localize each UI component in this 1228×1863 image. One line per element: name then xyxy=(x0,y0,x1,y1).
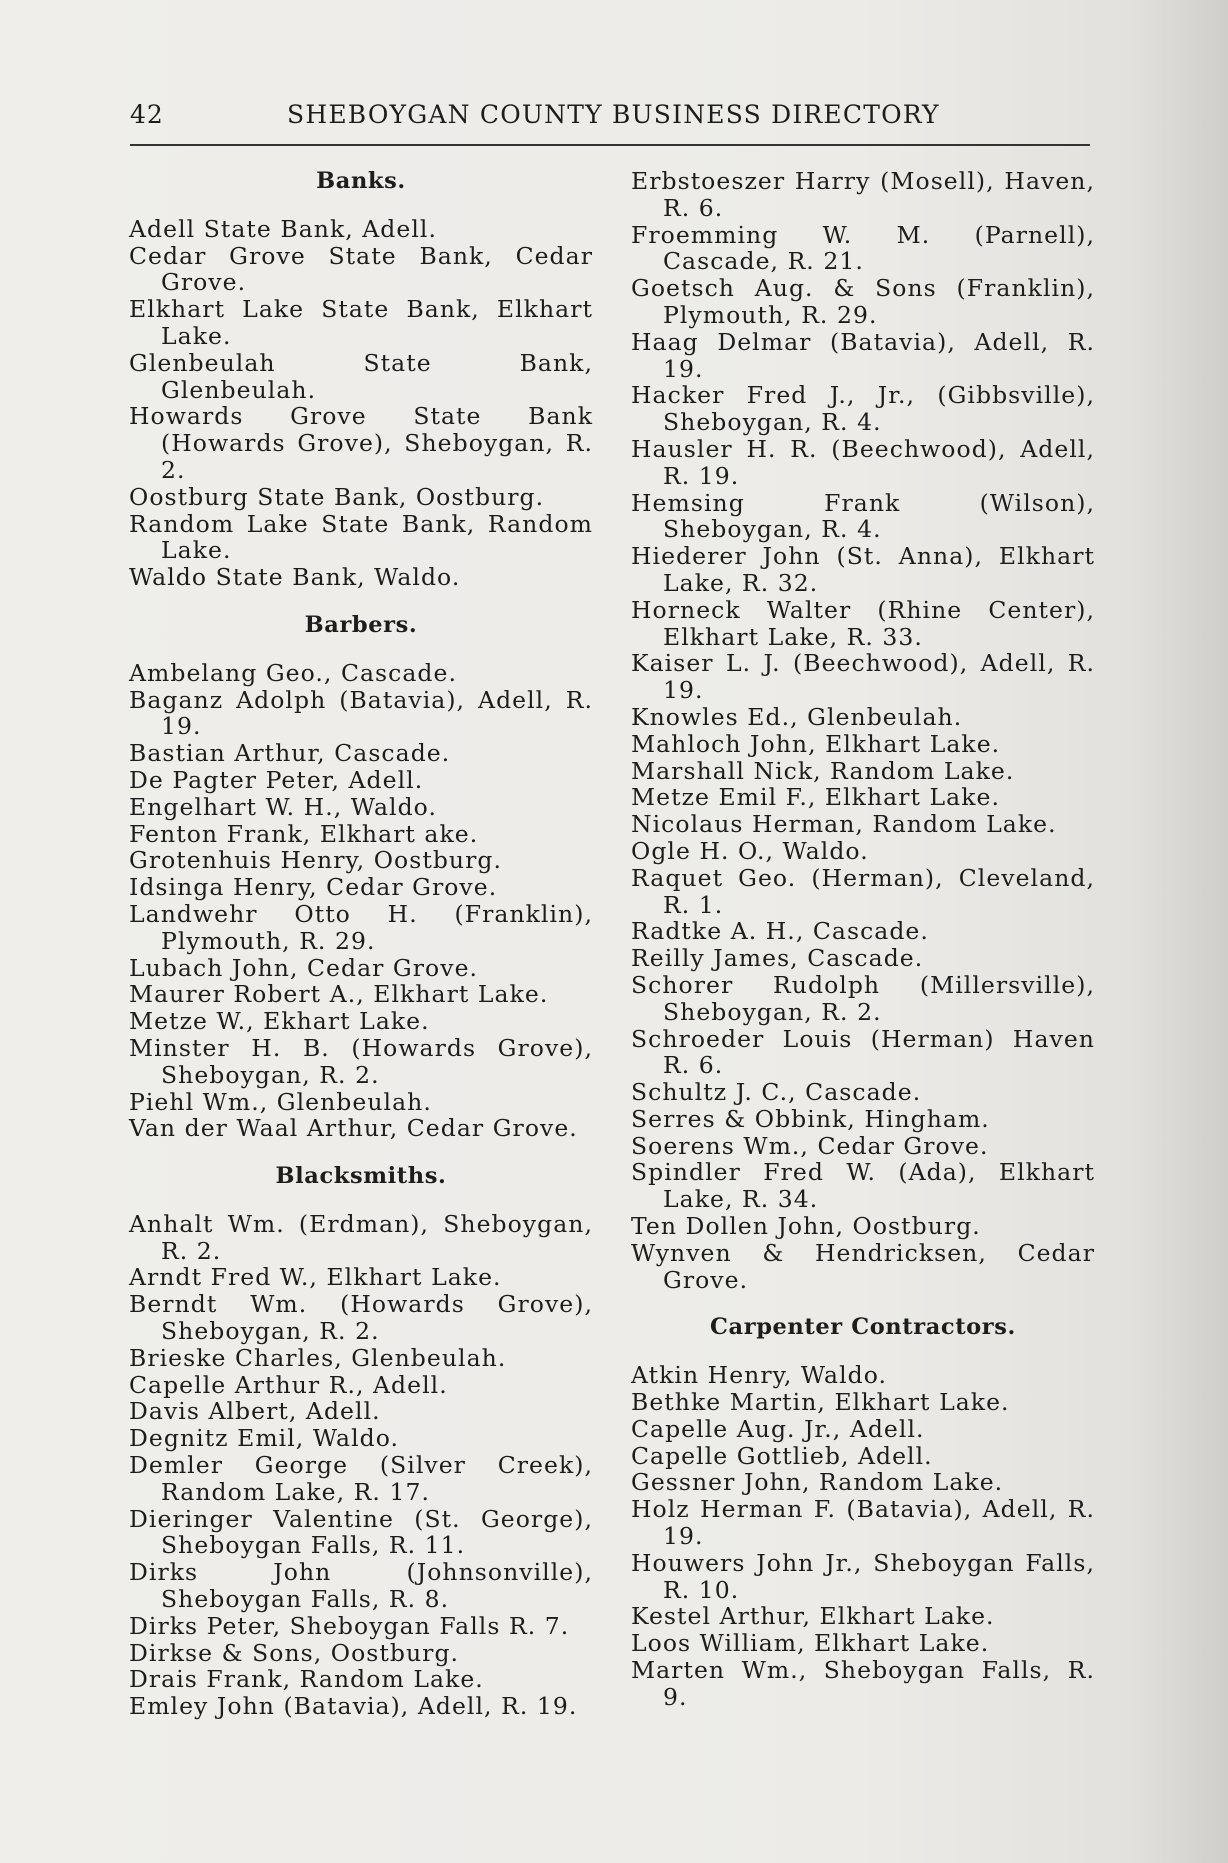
directory-entry: Piehl Wm., Glenbeulah. xyxy=(129,1087,432,1116)
directory-entry: Fenton Frank, Elkhart ake. xyxy=(129,819,479,848)
directory-entry: Van der Waal Arthur, Cedar Grove. xyxy=(129,1114,578,1143)
directory-entry: Schultz J. C., Cascade. xyxy=(631,1078,922,1107)
directory-entry: Schroeder Louis (Herman) Haven R. 6. xyxy=(631,1024,1095,1080)
page-number: 42 xyxy=(130,100,164,129)
directory-entry: Elkhart Lake State Bank, Elkhart Lake. xyxy=(129,295,593,350)
directory-entry: Dirks Peter, Sheboygan Falls R. 7. xyxy=(129,1611,570,1640)
directory-entry: Spindler Fred W. (Ada), Elkhart Lake, R. 34. xyxy=(631,1158,1095,1214)
directory-entry: Gessner John, Random Lake. xyxy=(631,1468,1004,1497)
directory-entry: Kaiser L. J. (Beechwood), Adell, R. 19. xyxy=(631,649,1095,705)
directory-entry: Ogle H. O., Waldo. xyxy=(631,836,869,865)
directory-entry: Emley John (Batavia), Adell, R. 19. xyxy=(129,1692,578,1721)
directory-entry: De Pagter Peter, Adell. xyxy=(129,765,424,794)
directory-entry: Demler George (Silver Creek), Random Lake, R. 17. xyxy=(129,1451,593,1506)
directory-entry: Loos William, Elkhart Lake. xyxy=(631,1629,990,1658)
directory-entry: Random Lake State Bank, Random Lake. xyxy=(129,509,593,565)
directory-entry: Haag Delmar (Batavia), Adell, R. 19. xyxy=(631,327,1095,383)
directory-entry: Holz Herman F. (Batavia), Adell, R. 19. xyxy=(631,1495,1095,1551)
directory-entry: Landwehr Otto H. (Franklin), Plymouth, R. 29. xyxy=(129,899,593,955)
carpenter-contractors-list xyxy=(631,1362,1095,1710)
directory-entry: Metze Emil F., Elkhart Lake. xyxy=(631,783,1001,812)
directory-entry: Dirks John (Johnsonville), Sheboygan Falls, R. 8. xyxy=(129,1558,593,1614)
directory-entry: Knowles Ed., Glenbeulah. xyxy=(631,702,963,731)
directory-entry: Mahloch John, Elkhart Lake. xyxy=(631,729,1001,758)
directory-entry: Bastian Arthur, Cascade. xyxy=(129,739,451,768)
directory-entry: Radtke A. H., Cascade. xyxy=(631,917,929,946)
directory-entry: Ten Dollen John, Oostburg. xyxy=(631,1212,981,1241)
directory-entry: Horneck Walter (Rhine Center), Elkhart Lake, R. 33. xyxy=(631,595,1095,651)
directory-entry: Marshall Nick, Random Lake. xyxy=(631,756,1015,785)
directory-entry: Bethke Martin, Elkhart Lake. xyxy=(631,1388,1010,1417)
directory-entry: Degnitz Emil, Waldo. xyxy=(129,1424,400,1453)
directory-entry: Drais Frank, Random Lake. xyxy=(129,1665,484,1694)
directory-entry: Hausler H. R. (Beechwood), Adell, R. 19. xyxy=(631,434,1095,490)
directory-entry: Houwers John Jr., Sheboygan Falls, R. 10. xyxy=(631,1548,1095,1604)
barbers-list xyxy=(129,660,593,1142)
directory-entry: Howards Grove State Bank (Howards Grove), Sheboygan, R. 2. xyxy=(129,402,593,484)
directory-entry: Berndt Wm. (Howards Grove), Sheboygan, R. 2. xyxy=(129,1290,593,1346)
right-column xyxy=(631,168,1095,1711)
directory-entry: Anhalt Wm. (Erdman), Sheboygan, R. 2. xyxy=(129,1209,593,1265)
directory-entry: Oostburg State Bank, Oostburg. xyxy=(129,482,545,511)
directory-entry: Serres & Obbink, Hingham. xyxy=(631,1104,990,1133)
directory-entry: Schorer Rudolph (Millersville), Sheboygan, R. 2. xyxy=(631,970,1095,1026)
directory-entry: Hacker Fred J., Jr., (Gibbsville), Sheboygan, R. 4. xyxy=(631,381,1095,437)
directory-entry: Marten Wm., Sheboygan Falls, R. 9. xyxy=(631,1656,1095,1711)
directory-entry: Erbstoeszer Harry (Mosell), Haven, R. 6. xyxy=(631,167,1095,222)
directory-entry: Waldo State Bank, Waldo. xyxy=(129,563,461,592)
directory-entry: Arndt Fred W., Elkhart Lake. xyxy=(129,1263,502,1292)
banks-list xyxy=(129,216,593,591)
directory-entry: Brieske Charles, Glenbeulah. xyxy=(129,1343,507,1372)
directory-entry: Davis Albert, Adell. xyxy=(129,1397,381,1426)
running-title: SHEBOYGAN COUNTY BUSINESS DIRECTORY xyxy=(287,100,940,129)
directory-entry: Hiederer John (St. Anna), Elkhart Lake, R. 32. xyxy=(631,542,1095,597)
directory-entry: Minster H. B. (Howards Grove), Sheboygan, R. 2. xyxy=(129,1033,593,1089)
directory-entry: Glenbeulah State Bank, Glenbeulah. xyxy=(129,348,593,404)
directory-entry: Metze W., Ekhart Lake. xyxy=(129,1007,430,1036)
section-heading-barbers: Barbers. xyxy=(304,611,418,638)
directory-entry: Goetsch Aug. & Sons (Franklin), Plymouth, R. 29. xyxy=(631,274,1095,329)
page-header xyxy=(130,100,1090,144)
directory-entry: Soerens Wm., Cedar Grove. xyxy=(631,1131,989,1160)
directory-entry: Wynven & Hendricksen, Cedar Grove. xyxy=(631,1238,1095,1294)
directory-entry: Reilly James, Cascade. xyxy=(631,944,924,973)
directory-entry: Capelle Arthur R., Adell. xyxy=(129,1370,448,1399)
directory-entry: Adell State Bank, Adell. xyxy=(129,214,438,243)
directory-entry: Kestel Arthur, Elkhart Lake. xyxy=(631,1602,995,1631)
directory-entry: Froemming W. M. (Parnell), Cascade, R. 21. xyxy=(631,220,1095,276)
section-heading-carpenter-contractors: Carpenter Contractors. xyxy=(710,1314,1016,1341)
directory-entry: Grotenhuis Henry, Oostburg. xyxy=(129,846,503,875)
directory-entry: Lubach John, Cedar Grove. xyxy=(129,953,479,982)
directory-entry: Dirkse & Sons, Oostburg. xyxy=(129,1638,460,1667)
directory-entry: Cedar Grove State Bank, Cedar Grove. xyxy=(129,241,593,297)
directory-entry: Hemsing Frank (Wilson), Sheboygan, R. 4. xyxy=(631,488,1095,544)
directory-entry: Ambelang Geo., Cascade. xyxy=(129,658,457,687)
directory-entry: Maurer Robert A., Elkhart Lake. xyxy=(129,980,549,1009)
blacksmiths-continued-list xyxy=(631,168,1095,1293)
directory-entry: Baganz Adolph (Batavia), Adell, R. 19. xyxy=(129,685,593,741)
directory-entry: Capelle Aug. Jr., Adell. xyxy=(631,1414,925,1443)
section-heading-blacksmiths: Blacksmiths. xyxy=(275,1163,447,1190)
directory-entry: Atkin Henry, Waldo. xyxy=(631,1361,888,1390)
blacksmiths-list xyxy=(129,1211,593,1720)
directory-entry: Idsinga Henry, Cedar Grove. xyxy=(129,873,498,902)
directory-entry: Capelle Gottlieb, Adell. xyxy=(631,1441,933,1470)
header-rule xyxy=(130,144,1090,146)
section-heading-banks: Banks. xyxy=(316,168,406,194)
left-column xyxy=(129,168,593,1720)
directory-entry: Raquet Geo. (Herman), Cleveland, R. 1. xyxy=(631,863,1095,919)
directory-entry: Nicolaus Herman, Random Lake. xyxy=(631,810,1057,839)
directory-entry: Dieringer Valentine (St. George), Sheboygan Falls, R. 11. xyxy=(129,1504,593,1560)
directory-entry: Engelhart W. H., Waldo. xyxy=(129,792,437,821)
